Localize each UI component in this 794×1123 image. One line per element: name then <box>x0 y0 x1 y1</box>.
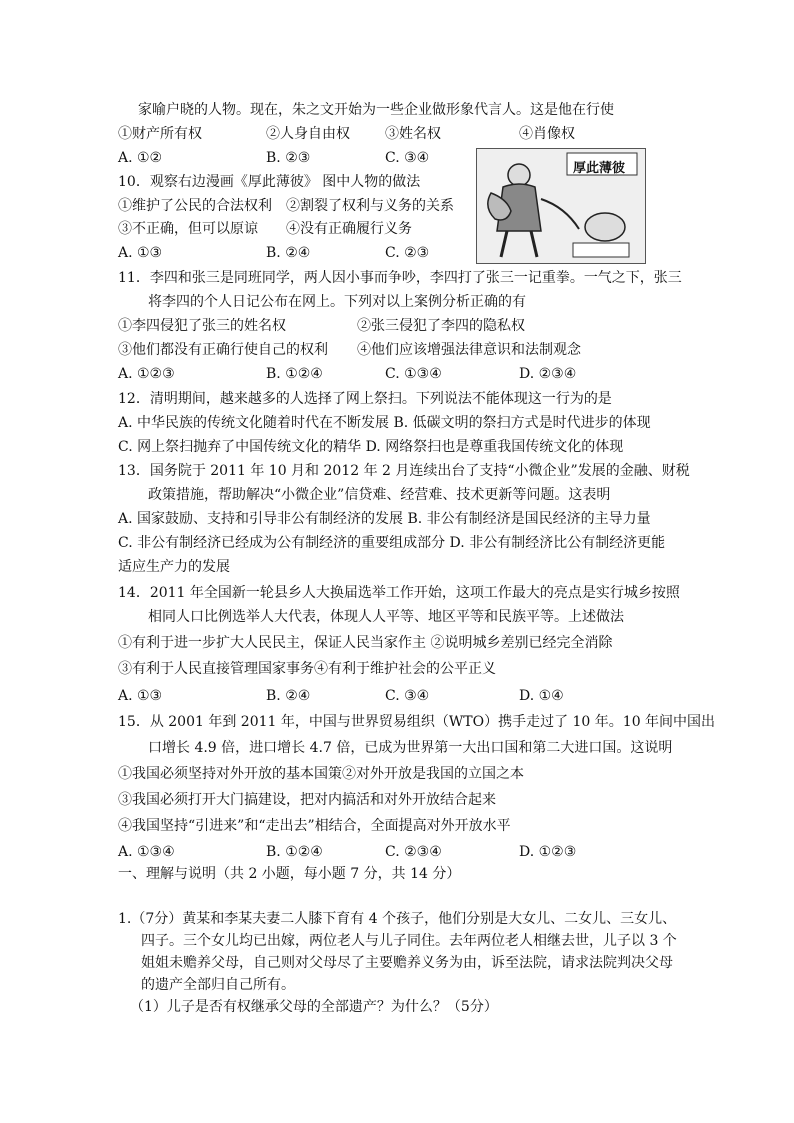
q9-answer-c: C. ③④ <box>385 150 430 166</box>
q11-option-2: ②张三侵犯了李四的隐私权 <box>357 318 525 334</box>
q14-stem-2: 相同人口比例选举人大代表，体现人人平等、地区平等和民族平等。上述做法 <box>148 609 624 625</box>
q9-option-1: ①财产所有权 <box>118 126 202 142</box>
q14-answer-a: A. ①③ <box>118 688 163 704</box>
q13-stem-1: 13．国务院于 2011 年 10 月和 2012 年 2 月连续出台了支持“小微企业”发展的金融、财税 <box>118 463 690 479</box>
q12-stem: 12．清明期间，越来越多的人选择了网上祭扫。下列说法不能体现这一行为的是 <box>118 391 612 407</box>
q11-stem-2: 将李四的个人日记公布在网上。下列对以上案例分析正确的有 <box>148 294 526 310</box>
q13-answers-a-b: A. 国家鼓励、支持和引导非公有制经济的发展 B. 非公有制经济是国民经济的主导力量 <box>118 511 651 527</box>
q11-answer-b: B. ①②④ <box>266 366 323 382</box>
q15-answer-c: C. ②③④ <box>385 844 442 860</box>
q13-stem-2: 政策措施，帮助解决“小微企业”信贷难、经营难、技术更新等问题。这表明 <box>148 487 611 503</box>
q11-option-1: ①李四侵犯了张三的姓名权 <box>118 318 286 334</box>
q15-stem-1: 15．从 2001 年到 2011 年，中国与世界贸易组织（WTO）携手走过了 10 年。10 年间中国出 <box>118 714 716 730</box>
q10-answer-b: B. ②④ <box>266 245 311 261</box>
q14-options-1-2: ①有利于进一步扩大人民民主，保证人民当家作主 ②说明城乡差别已经完全消除 <box>118 635 613 651</box>
q15-stem-2: 口增长 4.9 倍，进口增长 4.7 倍，已成为世界第一大出口国和第二大进口国。这说明 <box>148 740 673 756</box>
q15-options-1-2: ①我国必须坚持对外开放的基本国策②对外开放是我国的立国之本 <box>118 766 524 782</box>
q12-answers-c-d: C. 网上祭扫抛弃了中国传统文化的精华 D. 网络祭扫也是尊重我国传统文化的体现 <box>118 439 624 455</box>
q15-option-4: ④我国坚持“引进来”和“走出去”相结合，全面提高对外开放水平 <box>118 818 511 834</box>
q9-option-4: ④肖像权 <box>519 126 575 142</box>
q9-answer-b: B. ②③ <box>266 150 311 166</box>
problem-1-line-3: 姐姐未赡养父母，自己则对父母尽了主要赡养义务为由，诉至法院，请求法院判决父母 <box>141 955 673 971</box>
q14-answer-d: D. ①④ <box>519 688 564 704</box>
q14-answer-b: B. ②④ <box>266 688 311 704</box>
q11-option-3: ③他们都没有正确行使自己的权利 <box>118 342 328 358</box>
q13-answers-c-d: C. 非公有制经济已经成为公有制经济的重要组成部分 D. 非公有制经济比公有制经济更能 <box>118 535 666 551</box>
q15-option-3: ③我国必须打开大门搞建设，把对内搞活和对外开放结合起来 <box>118 792 496 808</box>
q9-option-3: ③姓名权 <box>385 126 441 142</box>
q14-answer-c: C. ③④ <box>385 688 430 704</box>
q11-answer-c: C. ①③④ <box>385 366 442 382</box>
q9-option-2: ②人身自由权 <box>266 126 350 142</box>
problem-1-line-4: 的遗产全部归自己所有。 <box>141 977 295 993</box>
section-heading: 一、理解与说明（共 2 小题，每小题 7 分，共 14 分） <box>118 866 461 882</box>
q15-answer-b: B. ①②④ <box>266 844 323 860</box>
problem-1-subquestion-1: （1）儿子是否有权继承父母的全部遗产？为什么？（5分） <box>130 999 498 1015</box>
q15-answer-d: D. ①②③ <box>519 844 577 860</box>
q11-answer-d: D. ②③④ <box>519 366 577 382</box>
q10-options-1-2: ①维护了公民的合法权利 ②割裂了权利与义务的关系 <box>118 198 454 214</box>
q11-stem-1: 11．李四和张三是同班同学，两人因小事而争吵，李四打了张三一记重拳。一气之下，张三 <box>118 270 682 286</box>
q10-answer-a: A. ①③ <box>118 245 163 261</box>
q10-answer-c: C. ②③ <box>385 245 430 261</box>
cartoon-image <box>476 148 646 264</box>
q11-answer-a: A. ①②③ <box>118 366 175 382</box>
q10-stem: 10．观察右边漫画《厚此薄彼》 图中人物的做法 <box>118 174 421 190</box>
q11-option-4: ④他们应该增强法律意识和法制观念 <box>357 342 581 358</box>
q15-answer-a: A. ①③④ <box>118 844 175 860</box>
q14-options-3-4: ③有利于人民直接管理国家事务④有利于维护社会的公平正义 <box>118 661 496 677</box>
cartoon-caption: 厚此薄彼 <box>573 161 626 176</box>
q13-answer-d-continued: 适应生产力的发展 <box>118 559 230 575</box>
q9-answer-a: A. ①② <box>118 150 163 166</box>
q10-options-3-4: ③不正确，但可以原谅 ④没有正确履行义务 <box>118 221 412 237</box>
problem-1-line-2: 四子。三个女儿均已出嫁，两位老人与儿子同住。去年两位老人相继去世，儿子以 3 个 <box>141 933 677 949</box>
continued-line: 家喻户晓的人物。现在，朱之文开始为一些企业做形象代言人。这是他在行使 <box>138 102 614 118</box>
problem-1-line-1: 1.（7分）黄某和李某夫妻二人膝下育有 4 个孩子，他们分别是大女儿、二女儿、三女儿、 <box>118 911 677 927</box>
q14-stem-1: 14．2011 年全国新一轮县乡人大换届选举工作开始，这项工作最大的亮点是实行城乡按照 <box>118 585 680 601</box>
q12-answers-a-b: A. 中华民族的传统文化随着时代在不断发展 B. 低碳文明的祭扫方式是时代进步的体现 <box>118 415 651 431</box>
